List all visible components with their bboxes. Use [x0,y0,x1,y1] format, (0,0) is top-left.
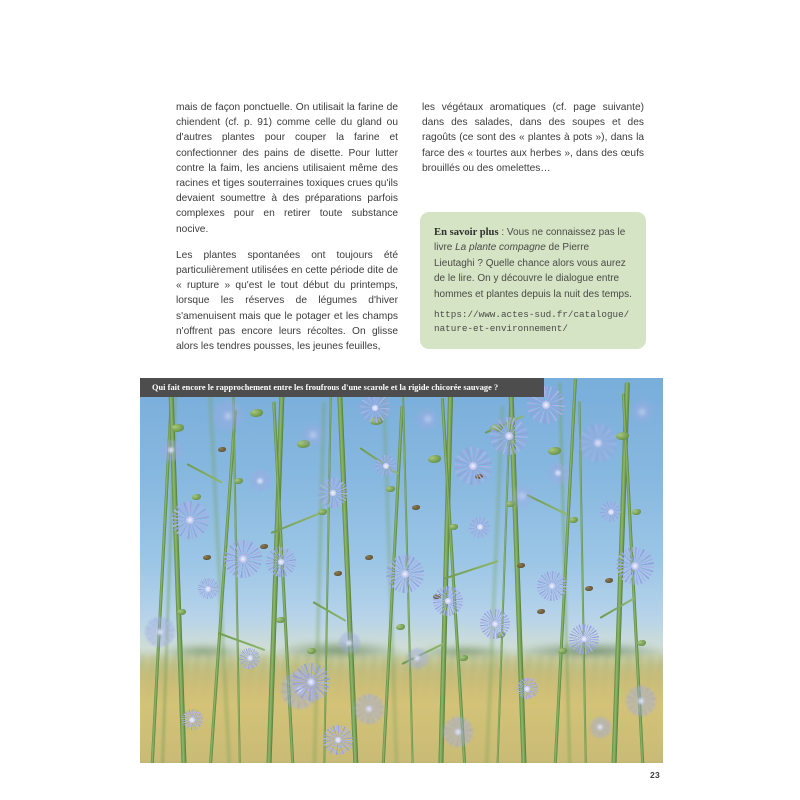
callout-lead-label: En savoir plus [434,227,499,238]
chicory-flower [292,663,330,701]
chicory-flower [537,571,567,601]
chicory-flower [548,463,569,484]
chicory-flower [239,648,260,669]
chicory-flower [318,478,348,508]
body-text-column-left [176,100,398,354]
callout-text-after-title: de Pierre Lieutaghi ? Quelle chance alors vous aurez de le lire. On y découvre le dialogue entre hommes et plantes depuis la nuit des temps. [434,242,632,300]
chicory-flower [266,547,296,577]
callout-text-before-title: : Vous ne connaissez pas le livre [434,227,626,254]
chicory-flower [417,409,438,430]
chicory-flower [632,401,653,422]
chicory-flower [443,717,473,747]
callout-url-link[interactable]: https://www.actes-sud.fr/catalogue/nature-et-environnement/ [434,309,630,334]
paragraph: Les plantes spontanées ont toujours été particulièrement utilisées en cette période dite de « rupture » qu'est le tout début du printemps, lorsque les réserves de légumes d'hiver s'amenuisent mais que le potager et les champs n'offrent pas encore leurs récoltes. On glisse alors les tendres pousses, les jeunes feuilles, [176,249,398,353]
chicory-flower [480,609,510,639]
figure-caption-text: Qui fait encore le rapprochement entre les froufrous d'une scarole et la rigide chicorée sauvage ? [152,383,499,392]
chicory-flower [407,648,428,669]
paragraph: les végétaux aromatiques (cf. page suivante) dans des salades, dans des soupes et des ragoûts (ce sont des « plantes à pots »), dans la farce des « tourtes aux herbes », dans des œufs brouillés ou des omelettes… [422,102,644,174]
page-number: 23 [650,770,661,780]
chicory-flower [469,517,490,538]
chicory-flower [354,694,384,724]
figure-chicoree-sauvage [140,378,663,763]
chicory-flower [198,578,219,599]
body-text-column-right [422,100,644,176]
chicory-flower [386,555,424,593]
chicory-flower [145,617,175,647]
chicory-flower [224,540,262,578]
chicory-flower [339,632,360,653]
figure-caption-bar [140,378,544,397]
callout-body [434,225,632,302]
callout-book-title: La plante compagne [455,242,546,254]
chicory-flower [433,586,463,616]
chicory-flower [360,393,390,423]
chicory-flower [517,678,538,699]
chicory-flower [161,440,182,461]
chicory-flower [323,725,353,755]
chicory-flower [511,486,532,507]
chicory-flower [454,447,492,485]
chicory-flower [182,709,203,730]
paragraph: mais de façon ponctuelle. On utilisait la farine de chiendent (cf. p. 91) comme celle du gland ou d'autres plantes pour couper la farine et confectionner des pains de disette. Pour lutter contre la faim, les anciens utilisaient même des racines et tiges souterraines toxiques crues qu'ils devaient soumettre à des préparations parfois complexes pour en retirer toute substance nocive. [176,102,398,235]
chicory-flower [590,717,611,738]
photo-image [140,378,663,763]
en-savoir-plus-callout [420,212,646,349]
chicory-flower [490,417,528,455]
